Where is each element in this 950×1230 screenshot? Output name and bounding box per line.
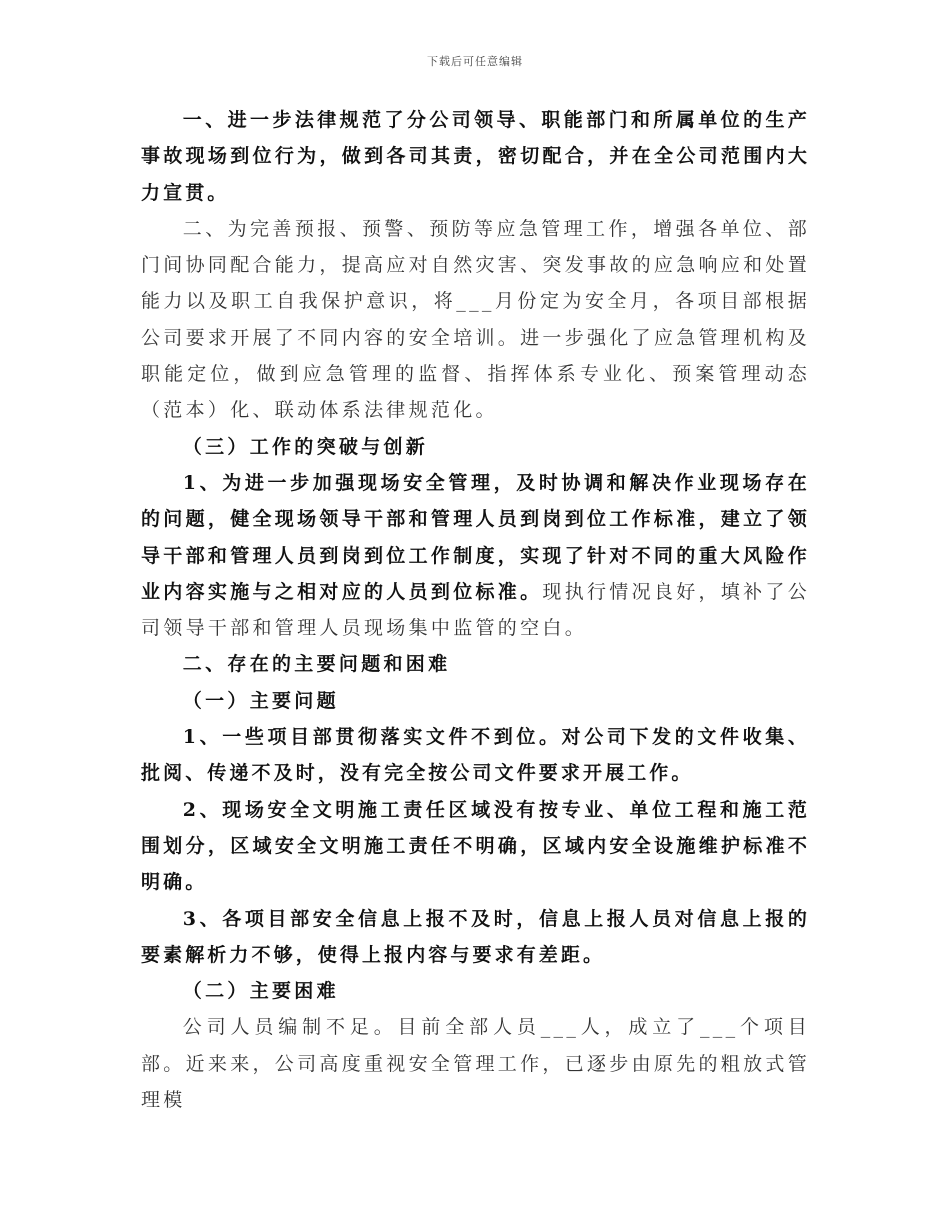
paragraph-7: 1、一些项目部贯彻落实文件不到位。对公司下发的文件收集、批阅、传递不及时，没有完全按公司文件要求开展工作。 bbox=[141, 726, 810, 785]
paragraph-4-normal: 现执行情况良好，填补了公司领导干部和管理人员现场集中监管的空白。 bbox=[141, 580, 811, 640]
paragraph-4 bbox=[141, 465, 810, 646]
section-heading-problems: 二、存在的主要问题和困难 bbox=[182, 653, 451, 676]
subsection-heading-main-problems: （一）主要问题 bbox=[182, 689, 339, 712]
paragraph-9: 3、各项目部安全信息上报不及时，信息上报人员对信息上报的要素解析力不够，使得上报内容与要求有差距。 bbox=[141, 907, 810, 966]
paragraph-11: 公司人员编制不足。目前全部人员___人，成立了___个项目部。近来来，公司高度重视安全管理工作，已逐步由原先的粗放式管理模 bbox=[141, 1016, 811, 1112]
paragraph-1: 一、进一步法律规范了分公司领导、职能部门和所属单位的生产事故现场到位行为，做到各司其责，密切配合，并在全公司范围内大力宣贯。 bbox=[141, 109, 810, 204]
page-header: 下载后可任意编辑 bbox=[427, 55, 523, 68]
paragraph-4-bold: 1、为进一步加强现场安全管理，及时协调和解决作业现场存在的问题，健全现场领导干部和管理人员到岗到位工作标准，建立了领导干部和管理人员到岗到位工作制度，实现了针对不同的重大风险作业内容实施与之相对应的人员到位标准。 bbox=[141, 471, 811, 603]
subsection-heading-main-difficulties: （二）主要困难 bbox=[182, 980, 339, 1003]
section-heading-breakthrough: （三）工作的突破与创新 bbox=[182, 435, 429, 458]
paragraph-8: 2、现场安全文明施工责任区域没有按专业、单位工程和施工范围划分，区域安全文明施工责任不明确，区域内安全设施维护标准不明确。 bbox=[141, 798, 810, 894]
document-body bbox=[141, 102, 810, 1118]
paragraph-2: 二、为完善预报、预警、预防等应急管理工作，增强各单位、部门间协同配合能力，提高应对自然灾害、突发事故的应急响应和处置能力以及职工自我保护意识，将___月份定为安全月，各项目部根据公司要求开展了不同内容的安全培训。进一步强化了应急管理机构及职能定位，做到应急管理的监督、指挥体系专业化、预案管理动态（范本）化、联动体系法律规范化。 bbox=[141, 217, 811, 422]
